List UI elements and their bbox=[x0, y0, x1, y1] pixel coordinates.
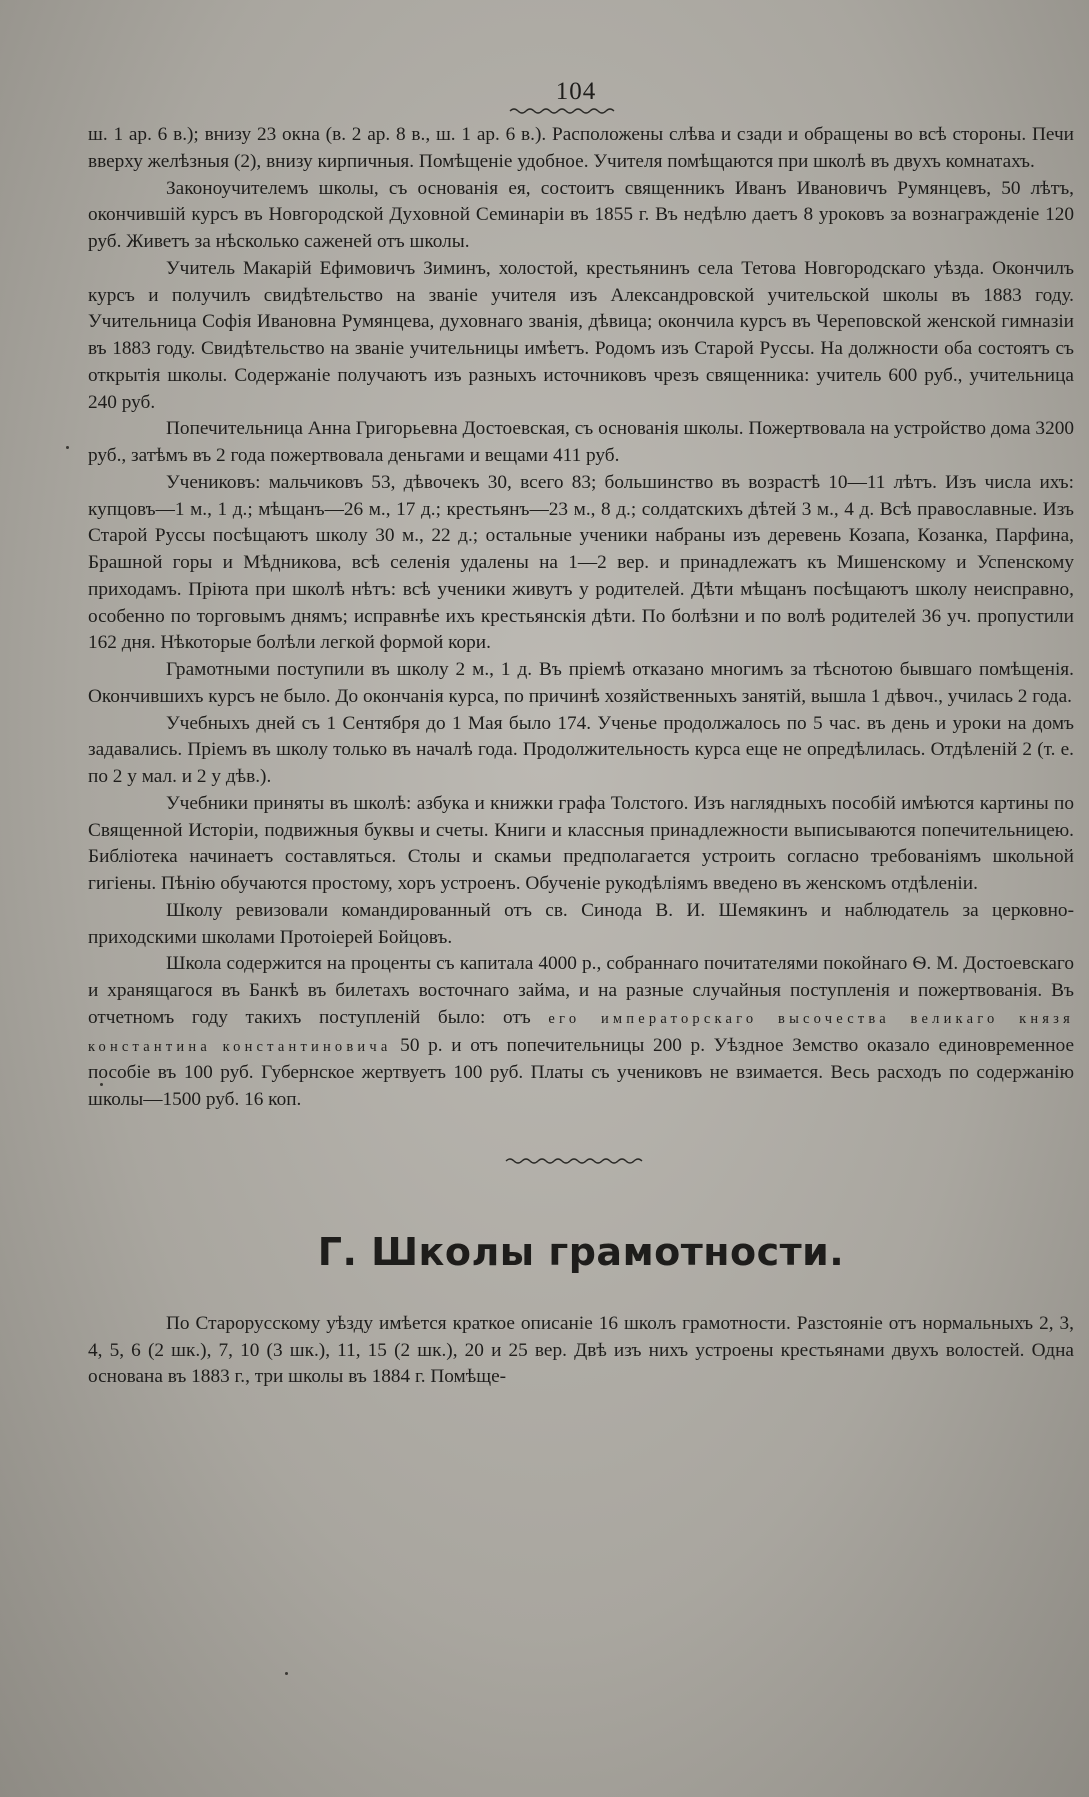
paragraph: Законоучителемъ школы, съ основанія ея, состоитъ священникъ Иванъ Ивановичъ Румянцевъ, 50 лѣтъ, окончившій курсъ въ Новгородской Духовной Семинаріи въ 1855 г. Въ недѣлю даетъ 8 уроковъ за вознагражденіе 120 руб. Живетъ за нѣсколько саженей отъ школы. bbox=[88, 177, 1074, 252]
header-ornament bbox=[508, 106, 618, 116]
paragraph: Школу ревизовали командированный отъ св. Синода В. И. Шемякинъ и наблюдатель за церковно-приходскими школами Протоіерей Бойцовъ. bbox=[88, 899, 1074, 948]
spaced-title: его императорскаго высочества великаго князя константина константиновича bbox=[88, 1010, 1074, 1055]
paragraph: Учебныхъ дней съ 1 Сентября до 1 Мая было 174. Ученье продолжалось по 5 час. въ день и уроки на домъ задавались. Пріемъ въ школу только въ началѣ года. Продолжительность курса еще не опредѣлилась. Отдѣленій 2 (т. е. по 2 у мал. и 2 у дѣв.). bbox=[88, 712, 1074, 787]
paragraph: Учебники приняты въ школѣ: азбука и книжки графа Толстого. Изъ наглядныхъ пособій имѣются картины по Священной Исторіи, подвижныя буквы и счеты. Книги и классныя принадлежности выписываются попечительницею. Библіотека начинаетъ составляться. Столы и скамьи предполагается устроить согласно требованіямъ школьной гигіены. Пѣнію обучаются простому, хоръ устроенъ. Обученіе рукодѣліямъ введено въ женскомъ отдѣленіи. bbox=[88, 792, 1074, 894]
page-number: 104 bbox=[555, 78, 597, 105]
body-text bbox=[88, 122, 1074, 1114]
section-title: Г. Школы грамотности. bbox=[317, 1229, 845, 1274]
paragraph: Попечительница Анна Григорьевна Достоевская, съ основанія школы. Пожертвовала на устройство дома 3200 руб., затѣмъ въ 2 года пожертвовала деньгами и вещами 411 руб. bbox=[88, 418, 1074, 466]
divider-ornament bbox=[504, 1156, 644, 1166]
paragraph: Учениковъ: мальчиковъ 53, дѣвочекъ 30, всего 83; большинство въ возрастѣ 10—11 лѣтъ. Изъ числа ихъ: купцовъ—1 м., 1 д.; мѣщанъ—26 м., 17 д.; крестьянъ—23 м., 8 д.; солдатскихъ дѣтей 3 м., 4 д. Всѣ православные. Изъ Старой Руссы посѣщаютъ школу 30 м., 22 д.; остальные ученики набраны изъ деревень Козапа, Козанка, Парфина, Брашной горы и Мѣдникова, всѣ селенія удалены на 1—2 вер. и принадлежатъ къ Мишенскому и Успенскому приходамъ. Пріюта при школѣ нѣтъ: всѣ ученики живутъ у родителей. Дѣти мѣщанъ посѣщаютъ школу неисправно, особенно по торговымъ днямъ; исправнѣе ихъ крестьянскія дѣти. По болѣзни и по волѣ родителей 36 уч. пропустили 162 дня. Нѣкоторые болѣли легкой формой кори. bbox=[88, 471, 1074, 654]
funding-text-start: Школа содержится на проценты съ капитала 4000 р., собраннаго почитателями покойнаго Ѳ. М. Достоевскаго и хранящагося въ Банкѣ въ билетахъ восточнаго займа, и на разные случайныя поступленія и пожертвованія. Въ отчетномъ году такихъ поступленій было: отъ bbox=[88, 953, 1074, 1028]
section-body bbox=[88, 1311, 1074, 1391]
paragraph-funding bbox=[88, 951, 1074, 1114]
funding-text-end: 50 р. и отъ попечительницы 200 р. Уѣздное Земство оказало единовременное пособіе въ 100 руб. Губернское жертвуетъ 100 руб. Платы съ учениковъ не взимается. Весь расходъ по содержанію школы—1500 руб. 16 коп. bbox=[88, 1034, 1074, 1110]
paragraph: ш. 1 ар. 6 в.); внизу 23 окна (в. 2 ар. 8 в., ш. 1 ар. 6 в.). Расположены слѣва и сзади и обращены во всѣ стороны. Печи вверху желѣзныя (2), внизу кирпичныя. Помѣщеніе удобное. Учителя помѣщаются при школѣ въ двухъ комнатахъ. bbox=[88, 124, 1074, 172]
print-speck bbox=[100, 1083, 103, 1086]
print-speck bbox=[66, 446, 69, 449]
paragraph: По Старорусскому уѣзду имѣется краткое описаніе 16 школъ грамотности. Разстояніе отъ нормальныхъ 2, 3, 4, 5, 6 (2 шк.), 7, 10 (3 шк.), 11, 15 (2 шк.), 20 и 25 вер. Двѣ изъ нихъ устроены крестьянами двухъ волостей. Одна основана въ 1883 г., три школы въ 1884 г. Помѣще- bbox=[88, 1312, 1074, 1388]
print-speck bbox=[285, 1672, 288, 1675]
section-divider bbox=[88, 1156, 1074, 1166]
paragraph: Грамотными поступили въ школу 2 м., 1 д. Въ пріемѣ отказано многимъ за тѣснотою бывшаго помѣщенія. Окончившихъ курсъ не было. До окончанія курса, по причинѣ хозяйственныхъ занятій, вышла 1 дѣвоч., училась 2 года. bbox=[88, 659, 1074, 707]
paragraph: Учитель Макарій Ефимовичъ Зиминъ, холостой, крестьянинъ села Тетова Новгородскаго уѣзда. Окончилъ курсъ и получилъ свидѣтельство на званіе учителя изъ Александровской учительской школы въ 1883 году. Учительница Софія Ивановна Румянцева, духовнаго званія, дѣвица; окончила курсъ въ Череповской женской гимназіи въ 1883 году. Свидѣтельство на званіе учительницы имѣетъ. Родомъ изъ Старой Руссы. На должности оба состоятъ съ открытія школы. Содержаніе получаютъ изъ разныхъ источниковъ чрезъ священника: учитель 600 руб., учительница 240 руб. bbox=[88, 257, 1074, 413]
